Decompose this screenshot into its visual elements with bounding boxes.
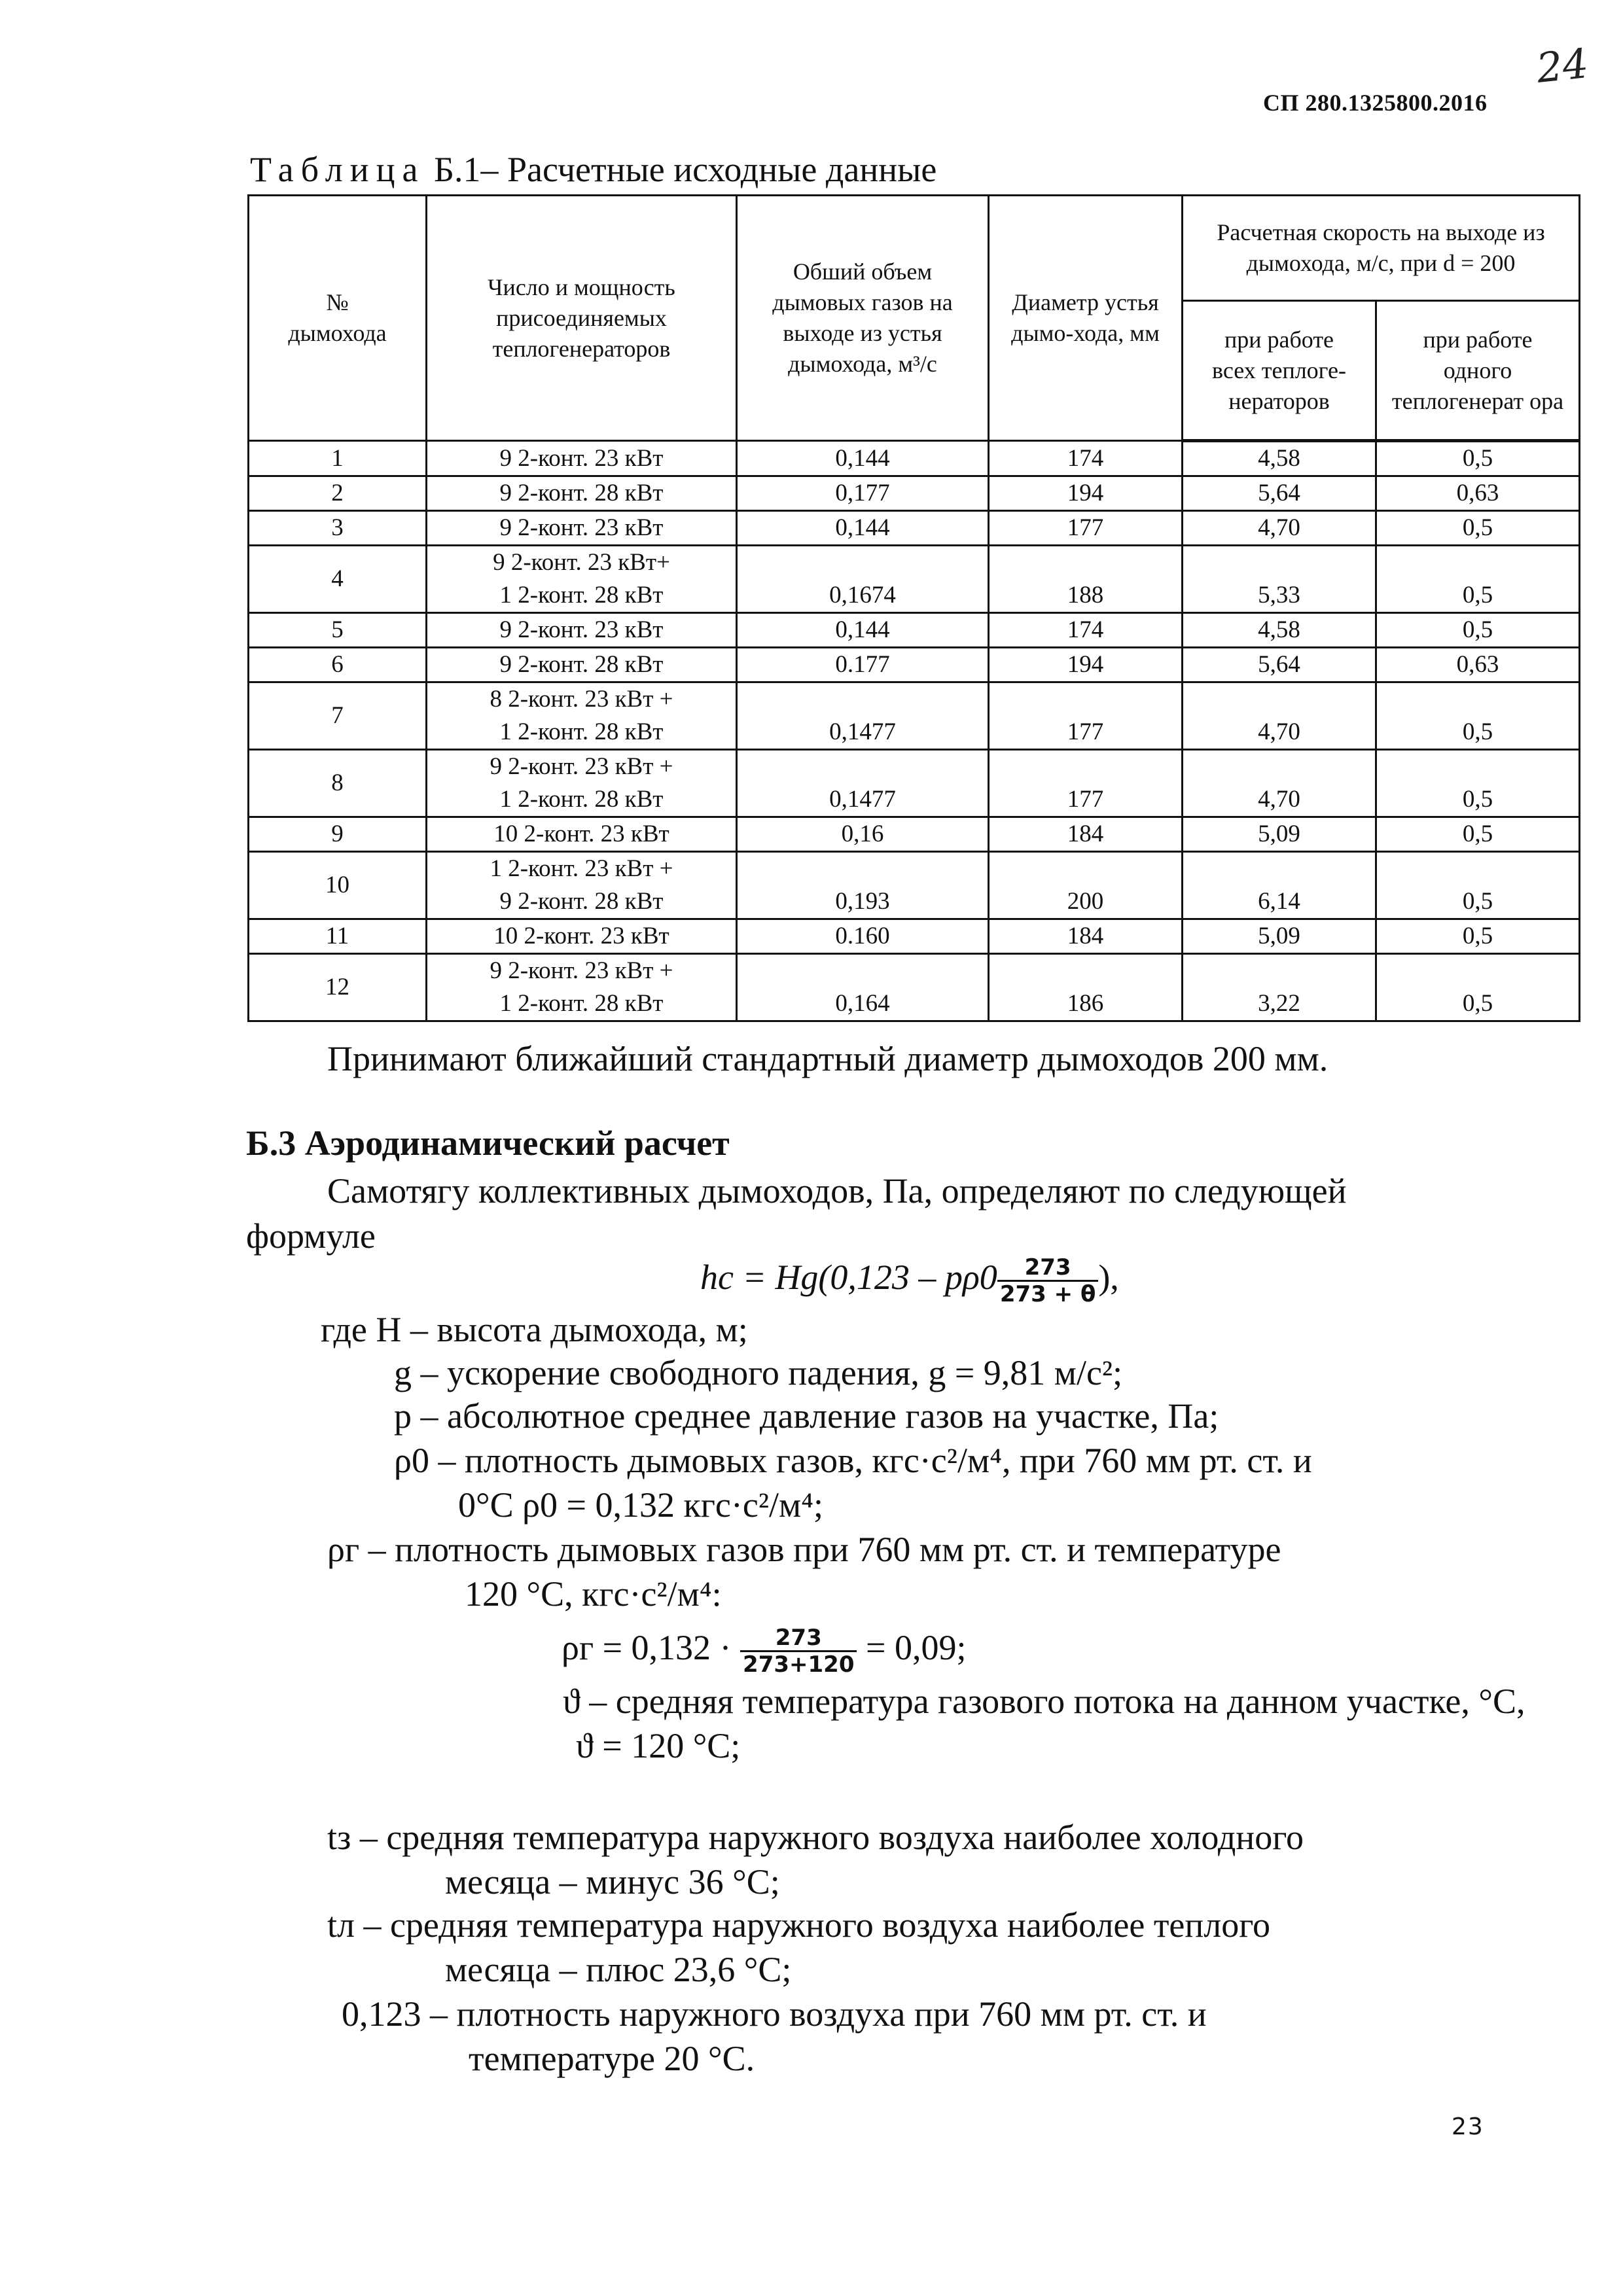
components-line-1: 9 2-конт. 28 кВт — [499, 480, 664, 506]
cell-components — [427, 682, 737, 750]
cell-volume: 0,144 — [737, 441, 989, 476]
header-speed-one: при работе одного теплогенерат ора — [1376, 301, 1580, 441]
cell-num: 12 — [249, 954, 427, 1021]
cell-speed-one: 0,5 — [1376, 852, 1580, 919]
cell-diameter: 194 — [989, 648, 1183, 682]
components-line-1: 9 2-конт. 23 кВт+ — [493, 549, 670, 576]
header-count-power: Число и мощность присоединяемых теплогенераторов — [427, 196, 737, 441]
intro-line-2: формуле — [246, 1216, 376, 1256]
cell-components — [427, 750, 737, 817]
cell-volume: 0,193 — [737, 852, 989, 919]
table-row — [249, 648, 1580, 682]
source-data-table — [247, 194, 1580, 1022]
def-tl-line1: tл – средняя температура наружного воздуха наиболее теплого — [327, 1905, 1271, 1945]
cell-num: 10 — [249, 852, 427, 919]
def-g: g – ускорение свободного падения, g = 9,81 м/с²; — [394, 1353, 1123, 1392]
cell-speed-all: 5,33 — [1183, 546, 1376, 613]
components-line-1: 9 2-конт. 28 кВт — [499, 651, 664, 678]
cell-volume: 0,144 — [737, 511, 989, 546]
cell-speed-all: 4,58 — [1183, 613, 1376, 648]
cell-speed-all: 4,70 — [1183, 511, 1376, 546]
cell-diameter: 177 — [989, 682, 1183, 750]
table-caption — [250, 149, 936, 190]
cell-speed-all: 5,09 — [1183, 919, 1376, 954]
table-row — [249, 852, 1580, 919]
def-rho0-line1: ρ0 – плотность дымовых газов, кгс·с²/м⁴, при 760 мм рт. ст. и — [394, 1441, 1312, 1480]
table-row — [249, 613, 1580, 648]
cell-diameter: 184 — [989, 817, 1183, 852]
cell-speed-one: 0,5 — [1376, 919, 1580, 954]
cell-num: 2 — [249, 476, 427, 511]
table-row — [249, 546, 1580, 613]
cell-num: 6 — [249, 648, 427, 682]
cell-components — [427, 441, 737, 476]
table-body — [249, 441, 1580, 1021]
table-caption-text: Б.1– Расчетные исходные данные — [425, 150, 937, 189]
components-line-1: 9 2-конт. 23 кВт — [499, 444, 664, 472]
header-volume-text: Обший объем дымовых газов на выходе из устья дымохода, м³/с — [772, 258, 953, 377]
def-0123-line1: 0,123 – плотность наружного воздуха при 760 мм рт. ст. и — [342, 1994, 1207, 2034]
cell-speed-all: 4,70 — [1183, 682, 1376, 750]
cell-speed-one: 0,5 — [1376, 441, 1580, 476]
cell-volume: 0,177 — [737, 476, 989, 511]
cell-num: 1 — [249, 441, 427, 476]
table-row — [249, 954, 1580, 1021]
cell-components — [427, 817, 737, 852]
cell-components — [427, 511, 737, 546]
table-row — [249, 476, 1580, 511]
cell-speed-one: 0,5 — [1376, 546, 1580, 613]
components-line-2: 1 2-конт. 28 кВт — [499, 990, 664, 1017]
formula-denominator: 273 + θ — [999, 1281, 1096, 1307]
def-rhog-line1: ρг – плотность дымовых газов при 760 мм рт. ст. и температуре — [327, 1530, 1281, 1569]
table-row — [249, 511, 1580, 546]
cell-volume: 0,144 — [737, 613, 989, 648]
cell-components — [427, 852, 737, 919]
cell-speed-all: 4,70 — [1183, 750, 1376, 817]
components-line-1: 9 2-конт. 23 кВт + — [490, 753, 673, 780]
cell-speed-one: 0,5 — [1376, 613, 1580, 648]
cell-speed-all: 3,22 — [1183, 954, 1376, 1021]
cell-diameter: 184 — [989, 919, 1183, 954]
formula-lhs: hс = Hg(0,123 – pρ0 — [700, 1257, 997, 1297]
components-line-1: 10 2-конт. 23 кВт — [493, 923, 669, 949]
cell-components — [427, 954, 737, 1021]
components-line-1: 8 2-конт. 23 кВт + — [490, 686, 673, 713]
header-speed-group: Расчетная скорость на выходе из дымохода, м/с, при d = 200 — [1183, 196, 1580, 301]
cell-diameter: 200 — [989, 852, 1183, 919]
rhog-denominator: 273+120 — [743, 1651, 855, 1678]
cell-diameter: 174 — [989, 613, 1183, 648]
page-number: 23 — [1452, 2113, 1484, 2140]
cell-speed-all: 6,14 — [1183, 852, 1376, 919]
cell-components — [427, 476, 737, 511]
cell-speed-one: 0,5 — [1376, 511, 1580, 546]
intro-line-1: Самотягу коллективных дымоходов, Па, определяют по следующей — [327, 1171, 1347, 1210]
cell-speed-one: 0,63 — [1376, 648, 1580, 682]
def-theta-line1: ϑ – средняя температура газового потока на данном участке, °С, — [563, 1682, 1525, 1721]
components-line-1: 9 2-конт. 23 кВт + — [490, 957, 673, 984]
cell-components — [427, 648, 737, 682]
cell-num: 8 — [249, 750, 427, 817]
table-row — [249, 817, 1580, 852]
cell-speed-all: 5,09 — [1183, 817, 1376, 852]
def-tz-line2: месяца – минус 36 °С; — [445, 1862, 780, 1901]
cell-num: 9 — [249, 817, 427, 852]
cell-diameter: 174 — [989, 441, 1183, 476]
formula-tail: ), — [1098, 1257, 1119, 1297]
cell-speed-one: 0,5 — [1376, 817, 1580, 852]
header-num: № дымохода — [249, 196, 427, 441]
cell-diameter: 177 — [989, 511, 1183, 546]
section-heading: Б.3 Аэродинамический расчет — [246, 1123, 730, 1163]
draft-formula — [700, 1255, 1119, 1307]
components-line-2: 1 2-конт. 28 кВт — [499, 718, 664, 745]
rhog-formula-lhs: ρг = 0,132 · — [562, 1627, 732, 1667]
def-tz-line1: tз – средняя температура наружного воздуха наиболее холодного — [327, 1818, 1304, 1857]
rhog-numerator: 273 — [740, 1625, 857, 1652]
cell-diameter: 186 — [989, 954, 1183, 1021]
table-row — [249, 441, 1580, 476]
components-line-1: 9 2-конт. 23 кВт — [499, 514, 664, 541]
def-rhog-line2: 120 °С, кгс·с²/м⁴: — [465, 1574, 722, 1614]
cell-volume: 0,164 — [737, 954, 989, 1021]
cell-num: 11 — [249, 919, 427, 954]
table-caption-prefix: Таблица — [250, 150, 425, 189]
cell-num: 5 — [249, 613, 427, 648]
cell-speed-one: 0,5 — [1376, 954, 1580, 1021]
def-theta-line2: ϑ = 120 °С; — [576, 1726, 741, 1765]
components-line-2: 1 2-конт. 28 кВт — [499, 786, 664, 813]
components-line-1: 10 2-конт. 23 кВт — [493, 821, 669, 847]
table-row — [249, 919, 1580, 954]
cell-volume: 0.177 — [737, 648, 989, 682]
cell-volume: 0,1477 — [737, 682, 989, 750]
cell-speed-one: 0,63 — [1376, 476, 1580, 511]
cell-speed-all: 5,64 — [1183, 648, 1376, 682]
cell-volume: 0.160 — [737, 919, 989, 954]
formula-fraction — [997, 1255, 1099, 1307]
cell-speed-all: 4,58 — [1183, 441, 1376, 476]
def-tl-line2: месяца – плюс 23,6 °С; — [445, 1950, 792, 1989]
header-volume — [737, 196, 989, 441]
cell-num: 3 — [249, 511, 427, 546]
def-0123-line2: температуре 20 °С. — [469, 2039, 755, 2078]
components-line-1: 9 2-конт. 23 кВт — [499, 616, 664, 643]
cell-speed-all: 5,64 — [1183, 476, 1376, 511]
cell-num: 7 — [249, 682, 427, 750]
header-speed-all: при работе всех теплоге-нераторов — [1183, 301, 1376, 441]
standard-diameter-note: Принимают ближайший стандартный диаметр дымоходов 200 мм. — [327, 1039, 1329, 1078]
cell-diameter: 188 — [989, 546, 1183, 613]
cell-volume: 0,1477 — [737, 750, 989, 817]
cell-volume: 0,1674 — [737, 546, 989, 613]
cell-diameter: 194 — [989, 476, 1183, 511]
rhog-formula-tail: = 0,09; — [865, 1627, 967, 1667]
table-row — [249, 682, 1580, 750]
document-id: СП 280.1325800.2016 — [1263, 90, 1488, 116]
rhog-fraction — [740, 1625, 857, 1677]
handwritten-page-number: 24 — [1534, 39, 1591, 92]
table-row — [249, 750, 1580, 817]
cell-diameter: 177 — [989, 750, 1183, 817]
rhog-formula — [562, 1625, 966, 1677]
formula-numerator: 273 — [997, 1255, 1099, 1282]
def-p: p – абсолютное среднее давление газов на участке, Па; — [394, 1396, 1219, 1436]
cell-components — [427, 546, 737, 613]
components-line-1: 1 2-конт. 23 кВт + — [490, 855, 673, 882]
cell-components — [427, 613, 737, 648]
components-line-2: 1 2-конт. 28 кВт — [499, 582, 664, 609]
header-diameter: Диаметр устья дымо-хода, мм — [989, 196, 1183, 441]
def-rho0-line2: 0°С ρ0 = 0,132 кгс·с²/м⁴; — [458, 1485, 824, 1525]
def-H: где H – высота дымохода, м; — [321, 1310, 748, 1349]
cell-volume: 0,16 — [737, 817, 989, 852]
cell-num: 4 — [249, 546, 427, 613]
cell-components — [427, 919, 737, 954]
cell-speed-one: 0,5 — [1376, 682, 1580, 750]
components-line-2: 9 2-конт. 28 кВт — [499, 888, 664, 915]
cell-speed-one: 0,5 — [1376, 750, 1580, 817]
